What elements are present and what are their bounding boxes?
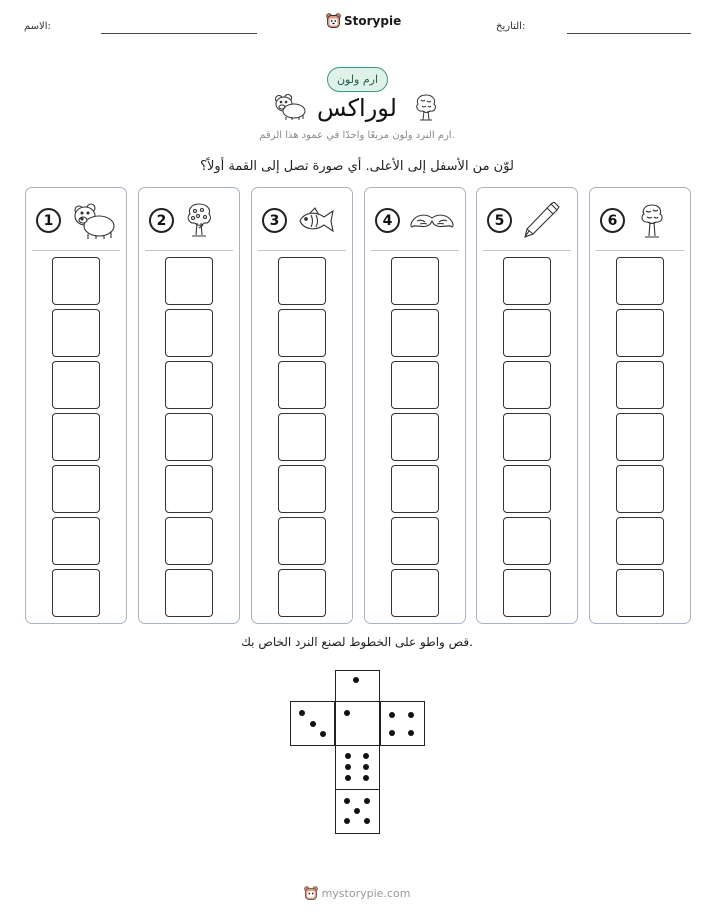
- column-6: [589, 187, 691, 624]
- worksheet-subtitle: ارم النرد ولون مربعًا واحدًا في عمود هذا الرقم.: [259, 130, 455, 141]
- column-number: 4: [375, 208, 400, 233]
- date-line[interactable]: [567, 33, 691, 34]
- die-face-3: [290, 701, 335, 746]
- date-label: التاريخ:: [496, 21, 526, 32]
- color-square[interactable]: [503, 517, 551, 565]
- column-header: [477, 188, 577, 250]
- color-square[interactable]: [52, 257, 100, 305]
- color-square[interactable]: [278, 569, 326, 617]
- tree-icon: [183, 202, 229, 240]
- tree-icon: [413, 92, 439, 122]
- color-square[interactable]: [391, 413, 439, 461]
- color-square[interactable]: [616, 569, 664, 617]
- color-square[interactable]: [616, 465, 664, 513]
- cut-instruction: قص واطو على الخطوط لصنع النرد الخاص بك.: [241, 635, 473, 649]
- color-square[interactable]: [52, 309, 100, 357]
- column-number: 3: [262, 208, 287, 233]
- worksheet-title: لوراكس: [317, 94, 397, 122]
- color-square[interactable]: [391, 465, 439, 513]
- column-number: 2: [149, 208, 174, 233]
- color-square[interactable]: [503, 309, 551, 357]
- color-square[interactable]: [278, 257, 326, 305]
- color-square[interactable]: [616, 517, 664, 565]
- column-5: [476, 187, 578, 624]
- name-line[interactable]: [101, 33, 257, 34]
- color-square[interactable]: [165, 413, 213, 461]
- die-face-6: [335, 745, 380, 790]
- color-square[interactable]: [503, 569, 551, 617]
- color-square[interactable]: [165, 361, 213, 409]
- color-square[interactable]: [278, 465, 326, 513]
- column-number: 5: [487, 208, 512, 233]
- storypie-bear-icon: [326, 13, 341, 29]
- column-4: [364, 187, 466, 624]
- footer: [0, 886, 714, 901]
- column-3: [251, 187, 353, 624]
- color-square[interactable]: [503, 413, 551, 461]
- brand-logo: [326, 13, 401, 29]
- color-square[interactable]: [391, 257, 439, 305]
- color-square[interactable]: [165, 517, 213, 565]
- color-square[interactable]: [165, 309, 213, 357]
- color-square[interactable]: [391, 309, 439, 357]
- color-square[interactable]: [52, 569, 100, 617]
- storypie-bear-icon: [304, 886, 318, 901]
- color-square[interactable]: [503, 257, 551, 305]
- mustache-icon: [409, 202, 455, 240]
- color-square[interactable]: [165, 569, 213, 617]
- color-square[interactable]: [52, 465, 100, 513]
- column-2: [138, 187, 240, 624]
- brand-name: Storypie: [344, 14, 402, 28]
- color-square[interactable]: [278, 413, 326, 461]
- column-header: [590, 188, 690, 250]
- die-face-1: [335, 670, 380, 715]
- color-square[interactable]: [278, 517, 326, 565]
- color-square[interactable]: [616, 361, 664, 409]
- color-square[interactable]: [503, 361, 551, 409]
- truffula-tree-icon: [634, 202, 680, 240]
- column-header: [26, 188, 126, 250]
- color-square[interactable]: [391, 361, 439, 409]
- name-label: الاسم:: [24, 21, 51, 32]
- column-header: [365, 188, 465, 250]
- column-number: 6: [600, 208, 625, 233]
- fish-icon: [296, 202, 342, 240]
- color-square[interactable]: [165, 465, 213, 513]
- die-face-5: [335, 789, 380, 834]
- color-square[interactable]: [278, 361, 326, 409]
- die-face-1: [335, 701, 380, 746]
- color-square[interactable]: [616, 257, 664, 305]
- pencil-icon: [521, 202, 567, 240]
- worksheet-instruction: لوّن من الأسفل إلى الأعلى. أي صورة تصل إلى القمة أولاً؟: [200, 159, 514, 174]
- bear-icon: [70, 202, 116, 240]
- column-number: 1: [36, 208, 61, 233]
- color-square[interactable]: [391, 517, 439, 565]
- color-square[interactable]: [503, 465, 551, 513]
- color-square[interactable]: [616, 413, 664, 461]
- footer-url[interactable]: mystorypie.com: [321, 887, 411, 900]
- color-square[interactable]: [52, 413, 100, 461]
- column-1: [25, 187, 127, 624]
- color-square[interactable]: [616, 309, 664, 357]
- column-header: [139, 188, 239, 250]
- die-face-4: [380, 701, 425, 746]
- color-square[interactable]: [52, 361, 100, 409]
- column-header: [252, 188, 352, 250]
- activity-badge: ارم ولون: [327, 67, 388, 92]
- color-square[interactable]: [52, 517, 100, 565]
- color-square[interactable]: [391, 569, 439, 617]
- color-square[interactable]: [278, 309, 326, 357]
- color-square[interactable]: [165, 257, 213, 305]
